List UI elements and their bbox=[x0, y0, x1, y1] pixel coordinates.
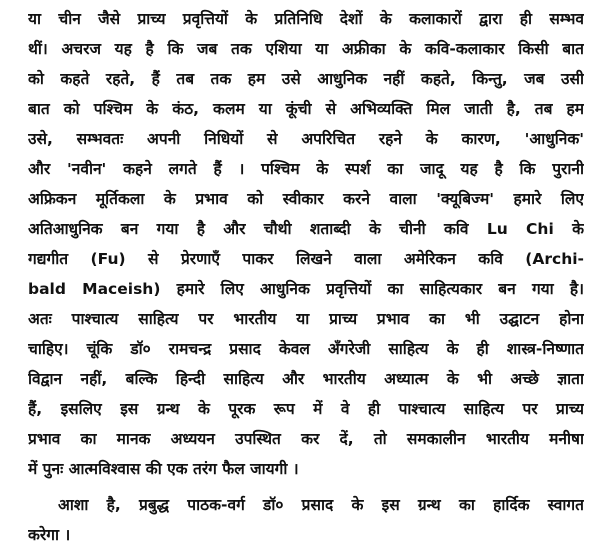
text-line: और 'नवीन' कहने लगते हैं । पश्चिम के स्पर्श का जादू यह है कि पुरानी bbox=[28, 160, 584, 178]
text-line: में पुनः आत्मविश्वास की एक तरंग फैल जायगी । bbox=[28, 460, 299, 478]
text-line: उसे, सम्भवतः अपनी निधियों से अपरिचित रहने के कारण, 'आधुनिक' bbox=[28, 130, 584, 148]
text-line: अफ्रिकन मूर्तिकला के प्रभाव को स्वीकार करने वाला 'क्यूबिज्म' हमारे लिए bbox=[28, 190, 584, 208]
text-line: प्रभाव का मानक अध्ययन उपस्थित कर दें, तो समकालीन भारतीय मनीषा bbox=[28, 430, 584, 448]
text-line: या चीन जैसे प्राच्य प्रवृत्तियों के प्रतिनिधि देशों के कलाकारों द्वारा ही सम्भव bbox=[28, 10, 584, 28]
text-line: करेगा । bbox=[28, 526, 71, 544]
text-line: अतः पाश्चात्य साहित्य पर भारतीय या प्राच्य प्रभाव का भी उद्घाटन होना bbox=[28, 310, 584, 328]
text-line: चाहिए। चूंकि डॉ० रामचन्द्र प्रसाद केवल अँगरेजी साहित्य के ही शास्त्र-निष्णात bbox=[28, 340, 584, 358]
text-line: बात को पश्चिम के कंठ, कलम या कूंची से अभिव्यक्ति मिल जाती है, तब हम bbox=[28, 100, 584, 118]
text-line: विद्वान नहीं, बल्कि हिन्दी साहित्य और भारतीय अध्यात्म के भी अच्छे ज्ञाता bbox=[28, 370, 584, 388]
text-line: हैं, इसलिए इस ग्रन्थ के पूरक रूप में वे ही पाश्चात्य साहित्य पर प्राच्य bbox=[28, 400, 584, 418]
text-line: आशा है, प्रबुद्ध पाठक-वर्ग डॉ० प्रसाद के इस ग्रन्थ का हार्दिक स्वागत bbox=[58, 496, 584, 514]
text-line: को कहते रहते, हैं तब तक हम उसे आधुनिक नहीं कहते, किन्तु, जब उसी bbox=[28, 70, 584, 88]
text-line: थीं। अचरज यह है कि जब तक एशिया या अफ्रीका के कवि-कलाकार किसी बात bbox=[28, 40, 584, 58]
text-line: bald Maceish) हमारे लिए आधुनिक प्रवृत्तियों का साहित्यकार बन गया है। bbox=[28, 280, 584, 298]
text-line: गद्यगीत (Fu) से प्रेरणाएँ पाकर लिखने वाला अमेरिकन कवि (Archi- bbox=[28, 250, 584, 268]
text-line: अतिआधुनिक बन गया है और चौथी शताब्दी के चीनी कवि Lu Chi के bbox=[28, 220, 584, 238]
